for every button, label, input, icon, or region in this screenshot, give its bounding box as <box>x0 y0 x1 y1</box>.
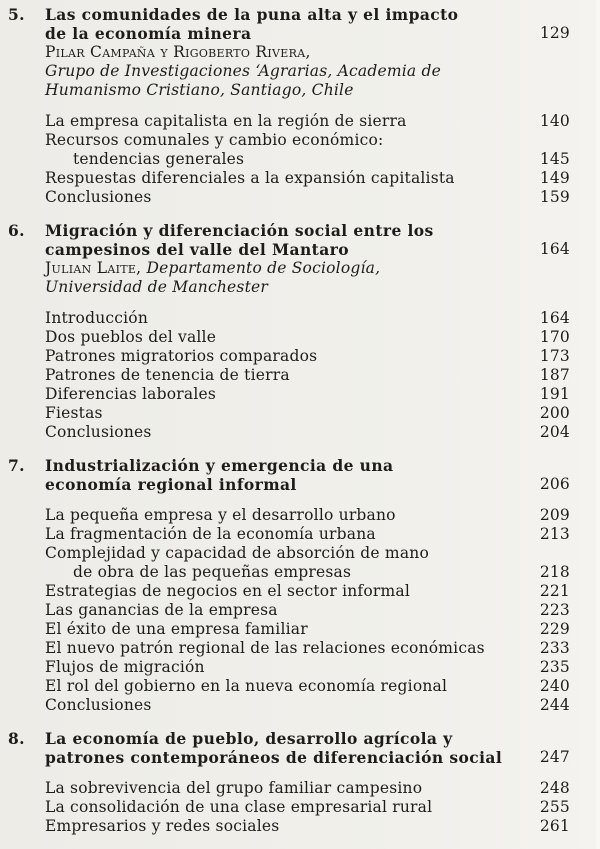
entry-title <box>45 658 205 677</box>
chapter-heading <box>8 729 570 767</box>
entry-title <box>45 506 396 525</box>
toc-chapter-8 <box>8 729 570 836</box>
entry-page-number: 221 <box>539 582 570 600</box>
toc-entry <box>45 696 570 715</box>
toc-entry <box>45 582 570 601</box>
chapter-title <box>45 221 434 259</box>
entry-title <box>45 582 410 601</box>
entry-title-line: La empresa capitalista en la región de sierra <box>45 112 407 130</box>
entry-page-number: 164 <box>539 309 570 327</box>
chapter-title <box>45 456 393 494</box>
chapter-page-number: 164 <box>539 240 570 258</box>
toc-entry <box>45 506 570 525</box>
entry-title <box>45 696 152 715</box>
chapter-number: 8. <box>8 729 25 748</box>
entry-title-line: Respuestas diferenciales a la expansión capitalista <box>45 169 455 187</box>
chapter-title <box>45 729 502 767</box>
entry-title <box>45 309 148 328</box>
author-line <box>45 259 570 278</box>
entry-title <box>45 817 279 836</box>
entry-page-number: 229 <box>539 620 570 638</box>
entry-title-line: El éxito de una empresa familiar <box>45 620 308 638</box>
toc-entry <box>45 525 570 544</box>
toc-entry <box>45 817 570 836</box>
toc-entry <box>45 639 570 658</box>
entry-title-line: La pequeña empresa y el desarrollo urbano <box>45 506 396 524</box>
entry-title-line: El rol del gobierno en la nueva economía regional <box>45 677 448 695</box>
entry-title-line: Conclusiones <box>45 188 152 206</box>
toc-entry <box>45 385 570 404</box>
author-affiliation: Departamento de Sociología, <box>141 259 381 277</box>
chapter-title <box>45 5 458 43</box>
entry-title <box>45 347 317 366</box>
toc-entry <box>45 423 570 442</box>
entry-page-number: 255 <box>539 798 570 816</box>
entry-title-line: Dos pueblos del valle <box>45 328 217 346</box>
entry-title <box>45 639 485 658</box>
entry-title <box>45 131 383 169</box>
toc-entry <box>45 112 570 131</box>
author-affiliation: Humanismo Cristiano, Santiago, Chile <box>45 81 354 99</box>
entry-title <box>45 169 455 188</box>
entry-title <box>45 798 432 817</box>
entry-page-number: 145 <box>539 150 570 168</box>
toc-entry <box>45 404 570 423</box>
entry-title-line: Introducción <box>45 309 149 327</box>
entry-title <box>45 677 447 696</box>
toc-entry <box>45 366 570 385</box>
chapter-number: 7. <box>8 456 25 475</box>
entry-title-line: de obra de las pequeñas empresas <box>73 563 352 581</box>
entry-title-line: Diferencias laborales <box>45 385 217 403</box>
entry-page-number: 248 <box>539 779 570 797</box>
entry-page-number: 170 <box>539 328 570 346</box>
chapter-authors <box>45 259 570 297</box>
chapter-title-line: La economía de pueblo, desarrollo agrícola y <box>45 729 453 748</box>
entry-title <box>45 188 152 207</box>
entry-title-line: Conclusiones <box>45 423 152 441</box>
entry-title <box>45 525 376 544</box>
entry-title <box>45 423 152 442</box>
entry-page-number: 191 <box>539 385 570 403</box>
entry-title-line: La fragmentación de la economía urbana <box>45 525 376 543</box>
author-line <box>45 62 570 81</box>
entry-page-number: 149 <box>539 169 570 187</box>
entry-title-line: Las ganancias de la empresa <box>45 601 278 619</box>
entry-title <box>45 544 429 582</box>
chapter-entries <box>45 309 570 442</box>
chapter-page-number: 206 <box>539 475 570 493</box>
chapter-title-line: Migración y diferenciación social entre los <box>45 221 434 240</box>
entry-title-line: Empresarios y redes sociales <box>45 817 280 835</box>
chapter-title-line: Industrialización y emergencia de una <box>45 456 394 475</box>
toc-entry <box>45 779 570 798</box>
toc-entry <box>45 544 570 582</box>
chapter-page-number: 247 <box>539 748 570 766</box>
author-line <box>45 43 570 62</box>
author-affiliation: Grupo de Investigaciones ‘Agrarias, Academia de <box>45 62 441 80</box>
entry-page-number: 235 <box>539 658 570 676</box>
chapter-number: 6. <box>8 221 25 240</box>
toc-chapter-7 <box>8 456 570 715</box>
entry-title-line: Conclusiones <box>45 696 152 714</box>
entry-title-line: tendencias generales <box>73 150 245 168</box>
entry-page-number: 204 <box>539 423 570 441</box>
entry-title <box>45 112 407 131</box>
chapter-authors <box>45 43 570 100</box>
entry-page-number: 233 <box>539 639 570 657</box>
chapter-entries <box>45 112 570 207</box>
chapter-entries <box>45 506 570 715</box>
toc-entry <box>45 677 570 696</box>
chapter-entries <box>45 779 570 836</box>
chapter-title-line: patrones contemporáneos de diferenciación social <box>45 748 503 767</box>
toc-entry <box>45 798 570 817</box>
entry-title-line: Flujos de migración <box>45 658 205 676</box>
author-line <box>45 278 570 297</box>
entry-title-line: El nuevo patrón regional de las relaciones económicas <box>45 639 485 657</box>
chapter-heading <box>8 221 570 297</box>
toc-entry <box>45 328 570 347</box>
toc-entry <box>45 131 570 169</box>
entry-page-number: 244 <box>539 696 570 714</box>
entry-title-line: Patrones de tenencia de tierra <box>45 366 290 384</box>
chapter-title-line: campesinos del valle del Mantaro <box>45 240 349 259</box>
entry-page-number: 209 <box>539 506 570 524</box>
author-line <box>45 81 570 100</box>
entry-page-number: 218 <box>539 563 570 581</box>
entry-title-line: Patrones migratorios comparados <box>45 347 318 365</box>
toc-entry <box>45 309 570 328</box>
entry-page-number: 187 <box>539 366 570 384</box>
entry-title <box>45 328 216 347</box>
chapter-page-number: 129 <box>539 24 570 42</box>
author-affiliation: Universidad de Manchester <box>45 278 268 296</box>
entry-page-number: 261 <box>539 817 570 835</box>
toc-entry <box>45 658 570 677</box>
entry-page-number: 240 <box>539 677 570 695</box>
author-name: Pilar Campaña y Rigoberto Rivera, <box>45 43 311 61</box>
entry-title <box>45 620 308 639</box>
toc-entry <box>45 169 570 188</box>
toc-chapter-5 <box>8 5 570 207</box>
toc-entry <box>45 620 570 639</box>
entry-title-line: La consolidación de una clase empresarial rural <box>45 798 433 816</box>
entry-title-line: Fiestas <box>45 404 103 422</box>
entry-title <box>45 366 290 385</box>
entry-title <box>45 385 216 404</box>
chapter-heading <box>8 5 570 100</box>
entry-title-line: Estrategias de negocios en el sector informal <box>45 582 410 600</box>
toc-entry <box>45 188 570 207</box>
entry-title <box>45 404 103 423</box>
toc-chapter-6 <box>8 221 570 442</box>
entry-page-number: 213 <box>539 525 570 543</box>
entry-title <box>45 779 422 798</box>
entry-page-number: 223 <box>539 601 570 619</box>
entry-page-number: 140 <box>539 112 570 130</box>
entry-page-number: 200 <box>539 404 570 422</box>
entry-title-line: Recursos comunales y cambio económico: <box>45 131 384 149</box>
author-name: Julian Laite, <box>45 259 142 277</box>
entry-title-line: La sobrevivencia del grupo familiar campesino <box>45 779 423 797</box>
toc-entry <box>45 347 570 366</box>
entry-page-number: 159 <box>539 188 570 206</box>
chapter-number: 5. <box>8 5 25 24</box>
chapter-title-line: de la economía minera <box>45 24 252 43</box>
entry-title-line: Complejidad y capacidad de absorción de mano <box>45 544 429 562</box>
chapter-heading <box>8 456 570 494</box>
toc-entry <box>45 601 570 620</box>
chapter-title-line: Las comunidades de la puna alta y el impacto <box>45 5 459 24</box>
entry-page-number: 173 <box>539 347 570 365</box>
chapter-title-line: economía regional informal <box>45 475 297 494</box>
entry-title <box>45 601 278 620</box>
